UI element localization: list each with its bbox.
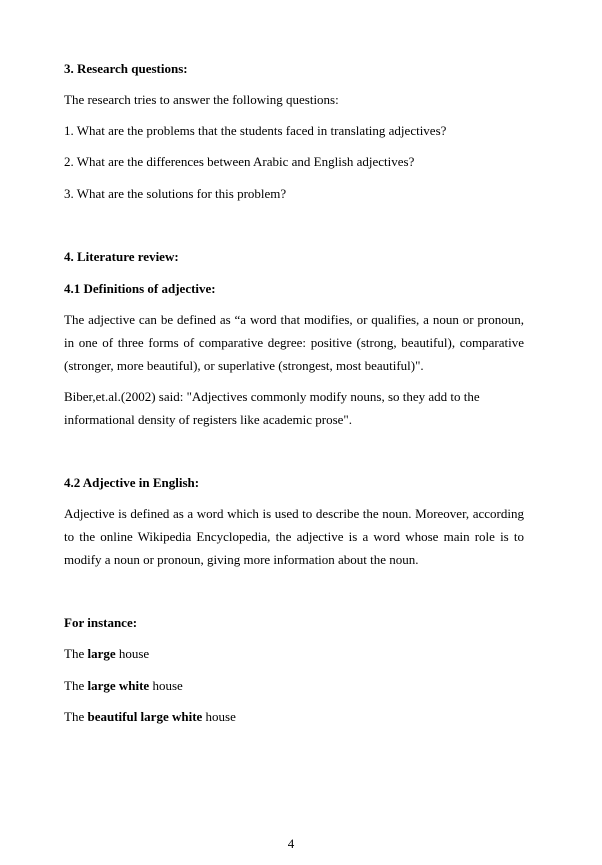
definition-paragraph-line: in one of three forms of comparative degree: positive (strong, beautiful), comparative xyxy=(64,335,524,350)
research-question-1: 1. What are the problems that the students faced in translating adjectives? xyxy=(64,123,447,138)
example-item xyxy=(64,678,524,694)
example-adjective: beautiful large white xyxy=(87,709,203,724)
english-adjective-paragraph-line: Adjective is defined as a word which is used to describe the noun. Moreover, according xyxy=(64,506,524,521)
research-question-3: 3. What are the solutions for this problem? xyxy=(64,186,287,201)
example-adjective: large xyxy=(87,646,116,661)
example-adjective: large white xyxy=(87,678,150,693)
example-item xyxy=(64,646,524,662)
example-noun: house xyxy=(115,646,150,661)
page-number: 4 xyxy=(287,836,295,851)
biber-quote-line: Biber,et.al.(2002) said: "Adjectives commonly modify nouns, so they add to the xyxy=(64,389,480,404)
subsection-heading-adjective-english: 4.2 Adjective in English: xyxy=(64,475,200,490)
definition-paragraph-line: The adjective can be defined as “a word that modifies, or qualifies, a noun or pronoun, xyxy=(64,312,524,327)
definition-paragraph-line: (stronger, more beautiful), or superlative (strongest, most beautiful)". xyxy=(64,358,424,373)
english-adjective-paragraph-line: modify a noun or pronoun, giving more information about the noun. xyxy=(64,552,419,567)
english-adjective-paragraph-line: to the online Wikipedia Encyclopedia, the adjective is a word whose main role is to xyxy=(64,529,524,544)
biber-quote-line: informational density of registers like academic prose". xyxy=(64,412,352,427)
example-noun: house xyxy=(149,678,183,693)
section-heading-research-questions: 3. Research questions: xyxy=(64,61,188,76)
example-prefix: The xyxy=(64,646,88,661)
example-prefix: The xyxy=(64,678,88,693)
example-item xyxy=(64,709,524,725)
example-prefix: The xyxy=(64,709,88,724)
example-noun: house xyxy=(202,709,236,724)
research-intro: The research tries to answer the following questions: xyxy=(64,92,339,107)
section-heading-literature-review: 4. Literature review: xyxy=(64,249,179,264)
subsection-heading-definitions: 4.1 Definitions of adjective: xyxy=(64,281,216,296)
research-question-2: 2. What are the differences between Arabic and English adjectives? xyxy=(64,154,415,169)
examples-heading: For instance: xyxy=(64,615,138,630)
